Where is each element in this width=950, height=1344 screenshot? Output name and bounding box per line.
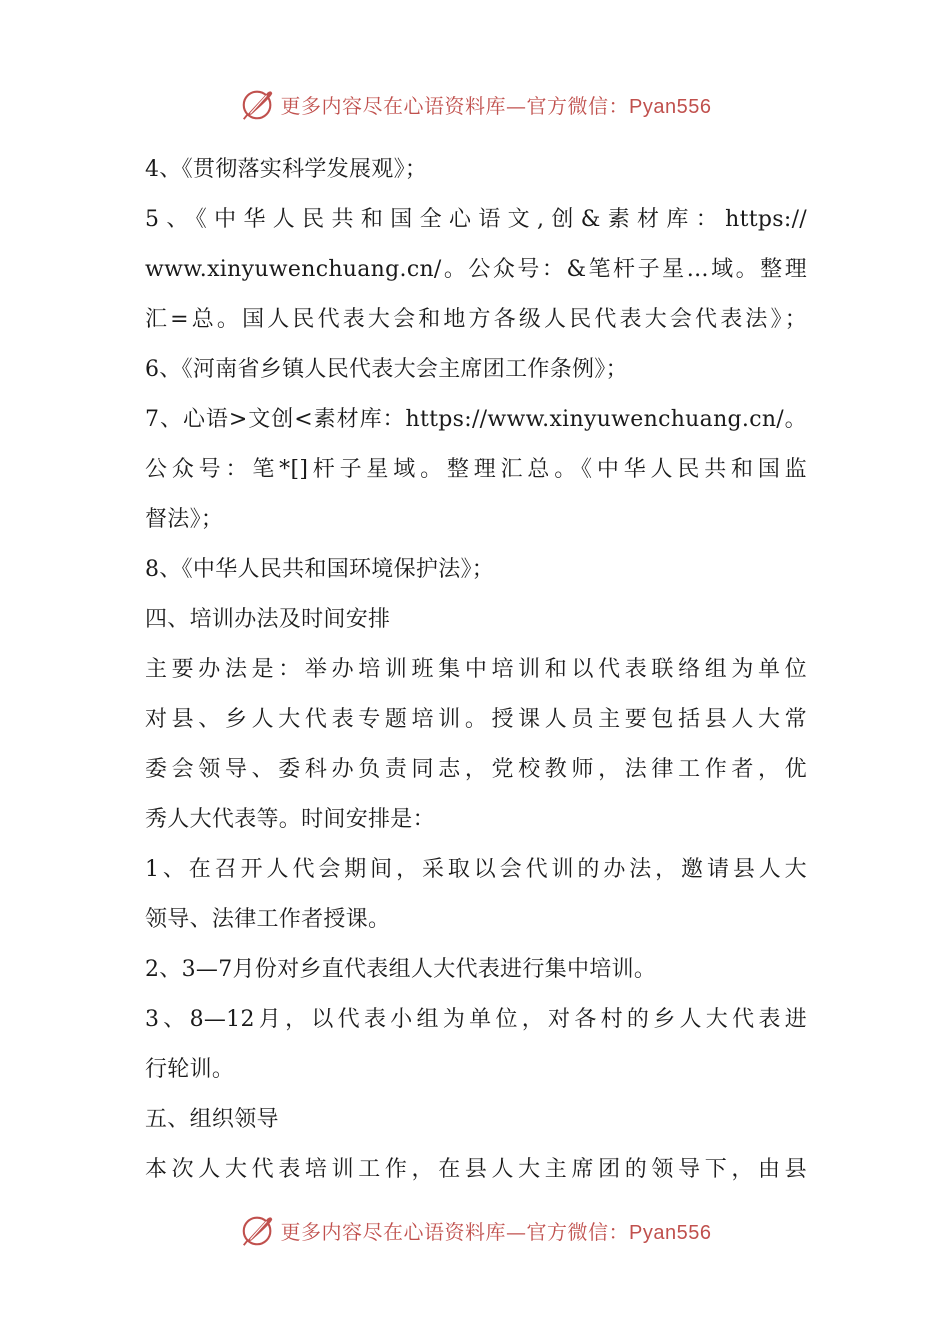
text-line: 四、培训办法及时间安排 xyxy=(145,607,391,632)
text-line: 汇=总。国人民代表大会和地方各级人民代表大会代表法》； xyxy=(145,307,807,332)
text-line: 领导、法律工作者授课。 xyxy=(145,907,391,932)
text-line: 7、心语>文创<素材库：https://www.xinyuwenchuang.cn/。 xyxy=(145,407,807,432)
text-line: 8、《中华人民共和国环境保护法》； xyxy=(145,557,495,582)
document-body xyxy=(145,145,807,1195)
text-line: 5、《中华人民共和国全心语文,创&素材库：https:// xyxy=(145,207,807,232)
text-line: 本次人大代表培训工作，在县人大主席团的领导下，由县 xyxy=(145,1157,807,1182)
text-line: 委会领导、委科办负责同志，党校教师，法律工作者，优 xyxy=(145,757,807,782)
quill-pen-logo-icon xyxy=(239,85,277,123)
banner-text xyxy=(281,1216,712,1245)
banner-slogan: 更多内容尽在心语资料库—官方微信： xyxy=(280,1219,630,1244)
text-line: 对县、乡人大代表专题培训。授课人员主要包括县人大常 xyxy=(145,707,807,732)
text-line: 6、《河南省乡镇人民代表大会主席团工作条例》； xyxy=(145,357,628,382)
header-banner xyxy=(0,82,950,126)
text-line: 行轮训。 xyxy=(145,1057,235,1082)
text-line: 4、《贯彻落实科学发展观》； xyxy=(145,157,428,182)
text-line: 1、在召开人代会期间，采取以会代训的办法，邀请县人大 xyxy=(145,857,807,882)
banner-text xyxy=(281,90,712,119)
text-line: 主要办法是：举办培训班集中培训和以代表联络组为单位 xyxy=(145,657,807,682)
text-line: www.xinyuwenchuang.cn/。公众号：&笔杆子星…域。整理 xyxy=(145,257,807,282)
banner-wechat-handle: Pyan556 xyxy=(629,95,712,118)
text-line: 公众号：笔*[]杆子星域。整理汇总。《中华人民共和国监 xyxy=(145,457,807,482)
footer-banner xyxy=(0,1208,950,1252)
quill-pen-logo-icon xyxy=(239,1211,277,1249)
text-line: 五、组织领导 xyxy=(145,1107,279,1132)
banner-wechat-handle: Pyan556 xyxy=(629,1221,712,1244)
text-line: 2、3—7月份对乡直代表组人大代表进行集中培训。 xyxy=(145,957,657,982)
text-line: 秀人大代表等。时间安排是： xyxy=(145,807,435,832)
banner-slogan: 更多内容尽在心语资料库—官方微信： xyxy=(280,93,630,118)
text-line: 督法》； xyxy=(145,507,224,532)
text-line: 3、8—12月，以代表小组为单位，对各村的乡人大代表进 xyxy=(145,1007,807,1032)
